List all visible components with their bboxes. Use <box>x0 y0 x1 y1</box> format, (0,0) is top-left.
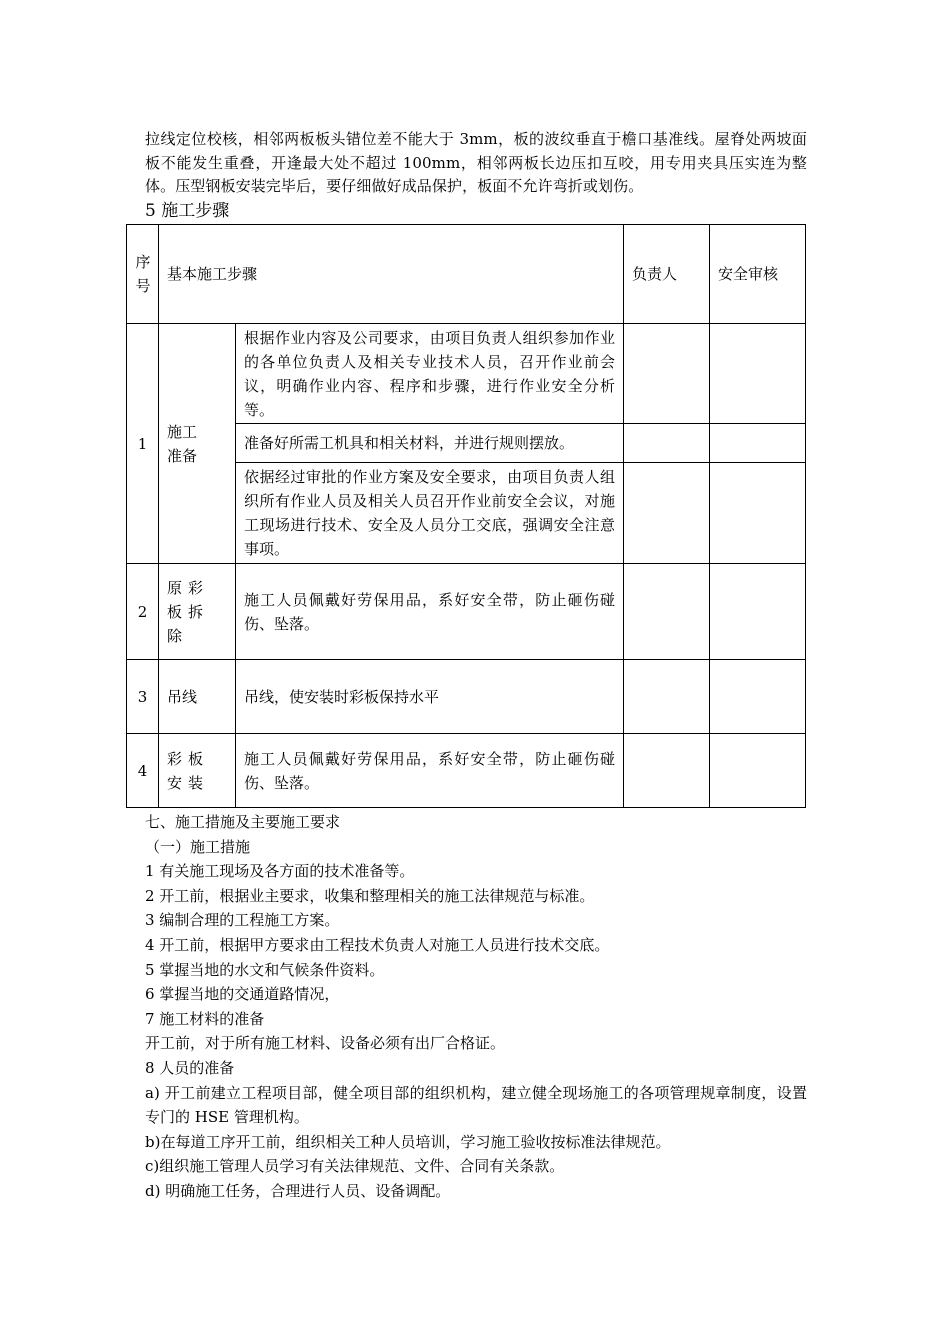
table-row <box>127 324 806 424</box>
safety-cell <box>710 424 806 463</box>
safety-cell <box>710 564 806 660</box>
owner-cell <box>624 734 710 808</box>
measure-item: 4 开工前，根据甲方要求由工程技术负责人对施工人员进行技术交底。 <box>145 935 610 954</box>
table-row <box>127 564 806 660</box>
row-step-name: 吊线 <box>159 660 236 734</box>
step-detail: 吊线，使安装时彩板保持水平 <box>236 660 624 734</box>
measure-item: 2 开工前，根据业主要求，收集和整理相关的施工法律规范与标准。 <box>145 886 595 905</box>
step-detail: 施工人员佩戴好劳保用品，系好安全带，防止砸伤碰伤、坠落。 <box>236 734 624 808</box>
section-7-subtitle: （一）施工措施 <box>145 837 251 856</box>
step-detail: 准备好所需工机具和相关材料，并进行规则摆放。 <box>236 424 624 463</box>
step-detail: 根据作业内容及公司要求，由项目负责人组织参加作业的各单位负责人及相关专业技术人员，召开作业前会议，明确作业内容、程序和步骤，进行作业安全分析等。 <box>236 324 624 424</box>
safety-cell <box>710 734 806 808</box>
owner-cell <box>624 463 710 564</box>
owner-cell <box>624 324 710 424</box>
safety-cell <box>710 463 806 564</box>
header-index: 序号 <box>127 225 159 324</box>
personnel-item: b)在每道工序开工前，组织相关工种人员培训，学习施工验收按标准法律规范。 <box>145 1132 671 1151</box>
safety-cell <box>710 324 806 424</box>
row-index: 3 <box>127 660 159 734</box>
table-header-row <box>127 225 806 324</box>
section-heading: 5 施工步骤 <box>145 201 230 221</box>
owner-cell <box>624 564 710 660</box>
owner-cell <box>624 424 710 463</box>
step-detail: 依据经过审批的作业方案及安全要求，由项目负责人组织所有作业人员及相关人员召开作业前安全会议，对施工现场进行技术、安全及人员分工交底，强调安全注意事项。 <box>236 463 624 564</box>
measure-item: 5 掌握当地的水文和气候条件资料。 <box>145 960 385 979</box>
row-index: 2 <box>127 564 159 660</box>
header-owner: 负责人 <box>624 225 710 324</box>
row-step-name: 彩板安装 <box>159 734 236 808</box>
row-index: 4 <box>127 734 159 808</box>
personnel-item: a) 开工前建立工程项目部，健全项目部的组织机构，建立健全现场施工的各项管理规章制度，设置专门的 HSE 管理机构。 <box>145 1083 807 1127</box>
intro-paragraph: 拉线定位校核，相邻两板板头错位差不能大于 3mm，板的波纹垂直于檐口基准线。屋脊处两坡面板不能发生重叠，开逢最大处不超过 100mm，相邻两板长边压扣互咬，用专用夹具压实连为整体。压型钢板安装完毕后，要仔细做好成品保护，板面不允许弯折或划伤。 <box>145 130 807 195</box>
measure-item: 7 施工材料的准备 <box>145 1009 265 1028</box>
measure-item: 6 掌握当地的交通道路情况， <box>145 985 340 1004</box>
construction-steps-table <box>126 224 806 808</box>
measure-item: 开工前，对于所有施工材料、设备必须有出厂合格证。 <box>145 1034 506 1053</box>
owner-cell <box>624 660 710 734</box>
personnel-item: d) 明确施工任务，合理进行人员、设备调配。 <box>145 1181 451 1200</box>
safety-cell <box>710 660 806 734</box>
measure-item: 1 有关施工现场及各方面的技术准备等。 <box>145 862 415 881</box>
header-steps: 基本施工步骤 <box>159 225 624 324</box>
section-7-title: 七、施工措施及主要施工要求 <box>145 813 341 831</box>
header-safety: 安全审核 <box>710 225 806 324</box>
measure-item: 3 编制合理的工程施工方案。 <box>145 911 340 930</box>
personnel-item: c)组织施工管理人员学习有关法律规范、文件、合同有关条款。 <box>145 1157 565 1176</box>
section-7 <box>145 810 807 1204</box>
measure-item: 8 人员的准备 <box>145 1058 235 1077</box>
table-row <box>127 734 806 808</box>
row-step-name: 施工准备 <box>159 324 236 564</box>
row-index: 1 <box>127 324 159 564</box>
table-row <box>127 660 806 734</box>
row-step-name: 原彩板拆除 <box>159 564 236 660</box>
step-detail: 施工人员佩戴好劳保用品，系好安全带，防止砸伤碰伤、坠落。 <box>236 564 624 660</box>
